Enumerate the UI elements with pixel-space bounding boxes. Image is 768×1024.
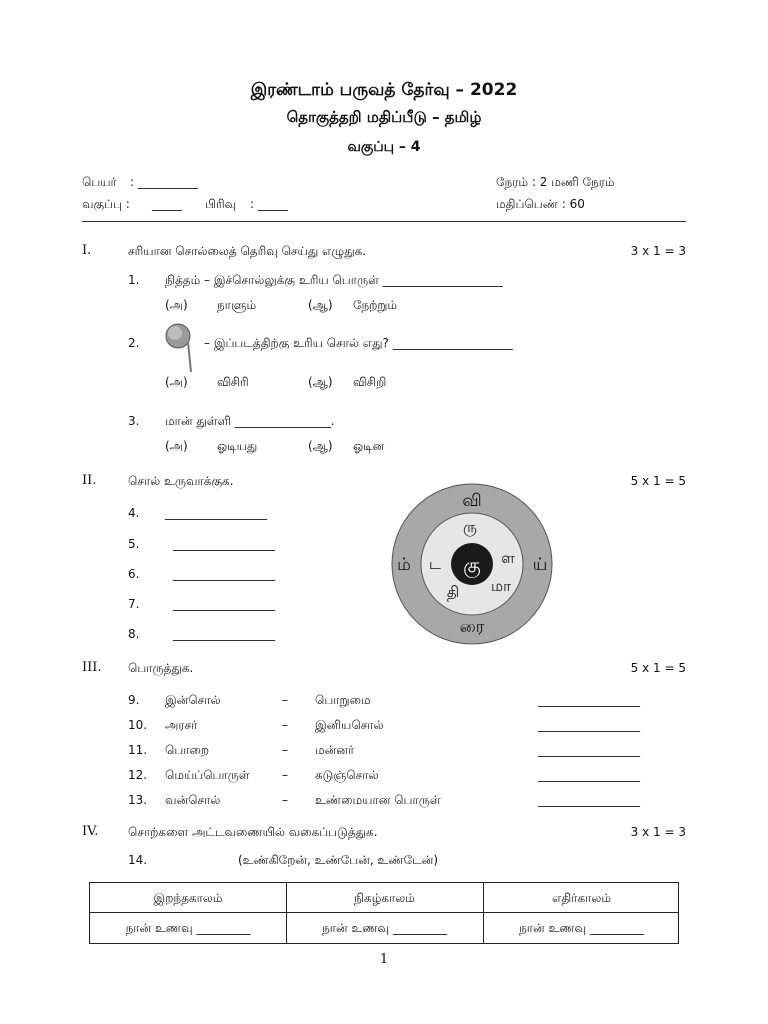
q4-number: 4. [128,506,140,520]
q1-text: நித்தம் – இச்சொல்லுக்கு உரிய பொருள் ____________________ [165,273,503,287]
wheel-outer-top: வி [462,491,482,511]
cell-past-tense[interactable]: நான் உணவு _________ [125,921,251,935]
q5-blank[interactable]: _________________ [173,537,275,551]
section3-heading: பொருத்துக. [128,661,194,675]
q10-dash: – [282,718,288,732]
q8-number: 8. [128,627,140,641]
q5-number: 5. [128,537,140,551]
q9-dash: – [282,693,288,707]
q8-blank[interactable]: _________________ [173,627,275,641]
q3-option-a[interactable]: ஓடியது [217,439,258,453]
header-past-tense: இறந்தகாலம் [153,891,223,905]
q11-dash: – [282,743,288,757]
exam-time: நேரம் : 2 மணி நேரம் [496,175,615,189]
section1-heading: சரியான சொல்லைத் தெரிவு செய்து எழுதுக. [128,244,367,258]
q10-blank[interactable]: _________________ [538,718,640,732]
q12-blank[interactable]: _________________ [538,768,640,782]
q1-number: 1. [128,273,140,287]
wheel-inner-bottom-left: தி [446,583,460,601]
q1-option-b-label: (ஆ) [308,298,333,312]
q13-number: 13. [128,793,148,807]
section1-marks: 3 x 1 = 3 [630,244,686,258]
q7-number: 7. [128,597,140,611]
class-label: வகுப்பு : [82,197,130,211]
letter-wheel [390,482,554,646]
page-number: 1 [379,952,389,967]
q14-words: (உண்கிறேன், உண்பேன், உண்டேன்) [238,853,439,867]
q11-blank[interactable]: _________________ [538,743,640,757]
section-label: பிரிவு [205,197,237,211]
q11-right: மன்னர் [315,743,355,757]
q2-option-b[interactable]: விசிறி [353,375,387,389]
q6-blank[interactable]: _________________ [173,567,275,581]
q2-text: – இப்படத்திற்கு உரிய சொல் எது? ____________________ [204,336,513,350]
section4-heading: சொற்களை அட்டவணையில் வகைப்படுத்துக. [128,825,378,839]
q3-option-b[interactable]: ஓடின [353,439,385,453]
header-divider [82,221,686,222]
q12-number: 12. [128,768,148,782]
section4-roman: IV. [82,824,99,839]
name-label: பெயர் [82,175,117,189]
q10-right: இனியசொல் [315,718,384,732]
fan-icon [160,318,200,374]
wheel-inner-top: ரு [463,518,477,536]
wheel-center-letter: கு [463,553,481,577]
q9-right: பொறுமை [315,693,371,707]
wheel-inner-right: ள [501,549,515,567]
q2-option-b-label: (ஆ) [308,375,333,389]
q3-option-b-label: (ஆ) [308,439,333,453]
q4-blank[interactable]: _________________ [165,506,267,520]
q11-left: பொறை [165,743,210,757]
q13-blank[interactable]: _________________ [538,793,640,807]
q12-dash: – [282,768,288,782]
q9-number: 9. [128,693,140,707]
grade-label: வகுப்பு – 4 [347,139,421,155]
section-blank[interactable]: : _____ [250,197,288,211]
q11-number: 11. [128,743,148,757]
section2-heading: சொல் உருவாக்குக. [128,474,234,488]
q3-text: மான் துள்ளி ________________. [165,414,335,428]
wheel-outer-bottom: ரை [459,617,485,637]
class-blank[interactable]: _____ [152,197,182,211]
q6-number: 6. [128,567,140,581]
q7-blank[interactable]: _________________ [173,597,275,611]
section1-roman: I. [82,243,92,258]
cell-present-tense[interactable]: நான் உணவு _________ [322,921,447,935]
section3-roman: III. [82,660,102,675]
q2-option-a[interactable]: விசிரி [217,375,249,389]
q10-number: 10. [128,718,148,732]
tense-table [89,882,679,944]
exam-title: இரண்டாம் பருவத் தேர்வு – 2022 [250,80,518,100]
q1-option-a[interactable]: நாளும் [217,298,257,312]
name-blank[interactable]: : __________ [130,175,198,189]
table-divider [90,912,678,913]
wheel-outer-right: ய் [532,555,548,575]
wheel-outer-left: ம் [397,555,411,575]
section4-marks: 3 x 1 = 3 [630,825,686,839]
q2-number: 2. [128,336,140,350]
total-marks: மதிப்பெண் : 60 [496,197,585,211]
section3-marks: 5 x 1 = 5 [630,661,686,675]
q9-blank[interactable]: _________________ [538,693,640,707]
header-future-tense: எதிர்காலம் [551,891,612,905]
q12-left: மெய்ப்பொருள் [165,768,250,782]
q3-option-a-label: (அ) [165,439,188,453]
wheel-inner-bottom-right: மா [491,577,511,595]
q9-left: இன்சொல் [165,693,221,707]
q12-right: கடுஞ்சொல் [315,768,379,782]
q13-right: உண்மையான பொருள் [315,793,441,807]
wheel-inner-left: ட [429,555,441,573]
q1-option-a-label: (அ) [165,298,188,312]
header-present-tense: நிகழ்காலம் [354,891,415,905]
section2-marks: 5 x 1 = 5 [630,474,686,488]
q13-dash: – [282,793,288,807]
section2-roman: II. [82,473,97,488]
q1-option-b[interactable]: நேற்றும் [353,298,398,312]
q3-number: 3. [128,414,140,428]
q14-number: 14. [128,853,148,867]
q2-option-a-label: (அ) [165,375,188,389]
q13-left: வன்சொல் [165,793,221,807]
cell-future-tense[interactable]: நான் உணவு _________ [519,921,644,935]
exam-subtitle: தொகுத்தறி மதிப்பீடு – தமிழ் [286,108,482,126]
q10-left: அரசர் [165,718,198,732]
